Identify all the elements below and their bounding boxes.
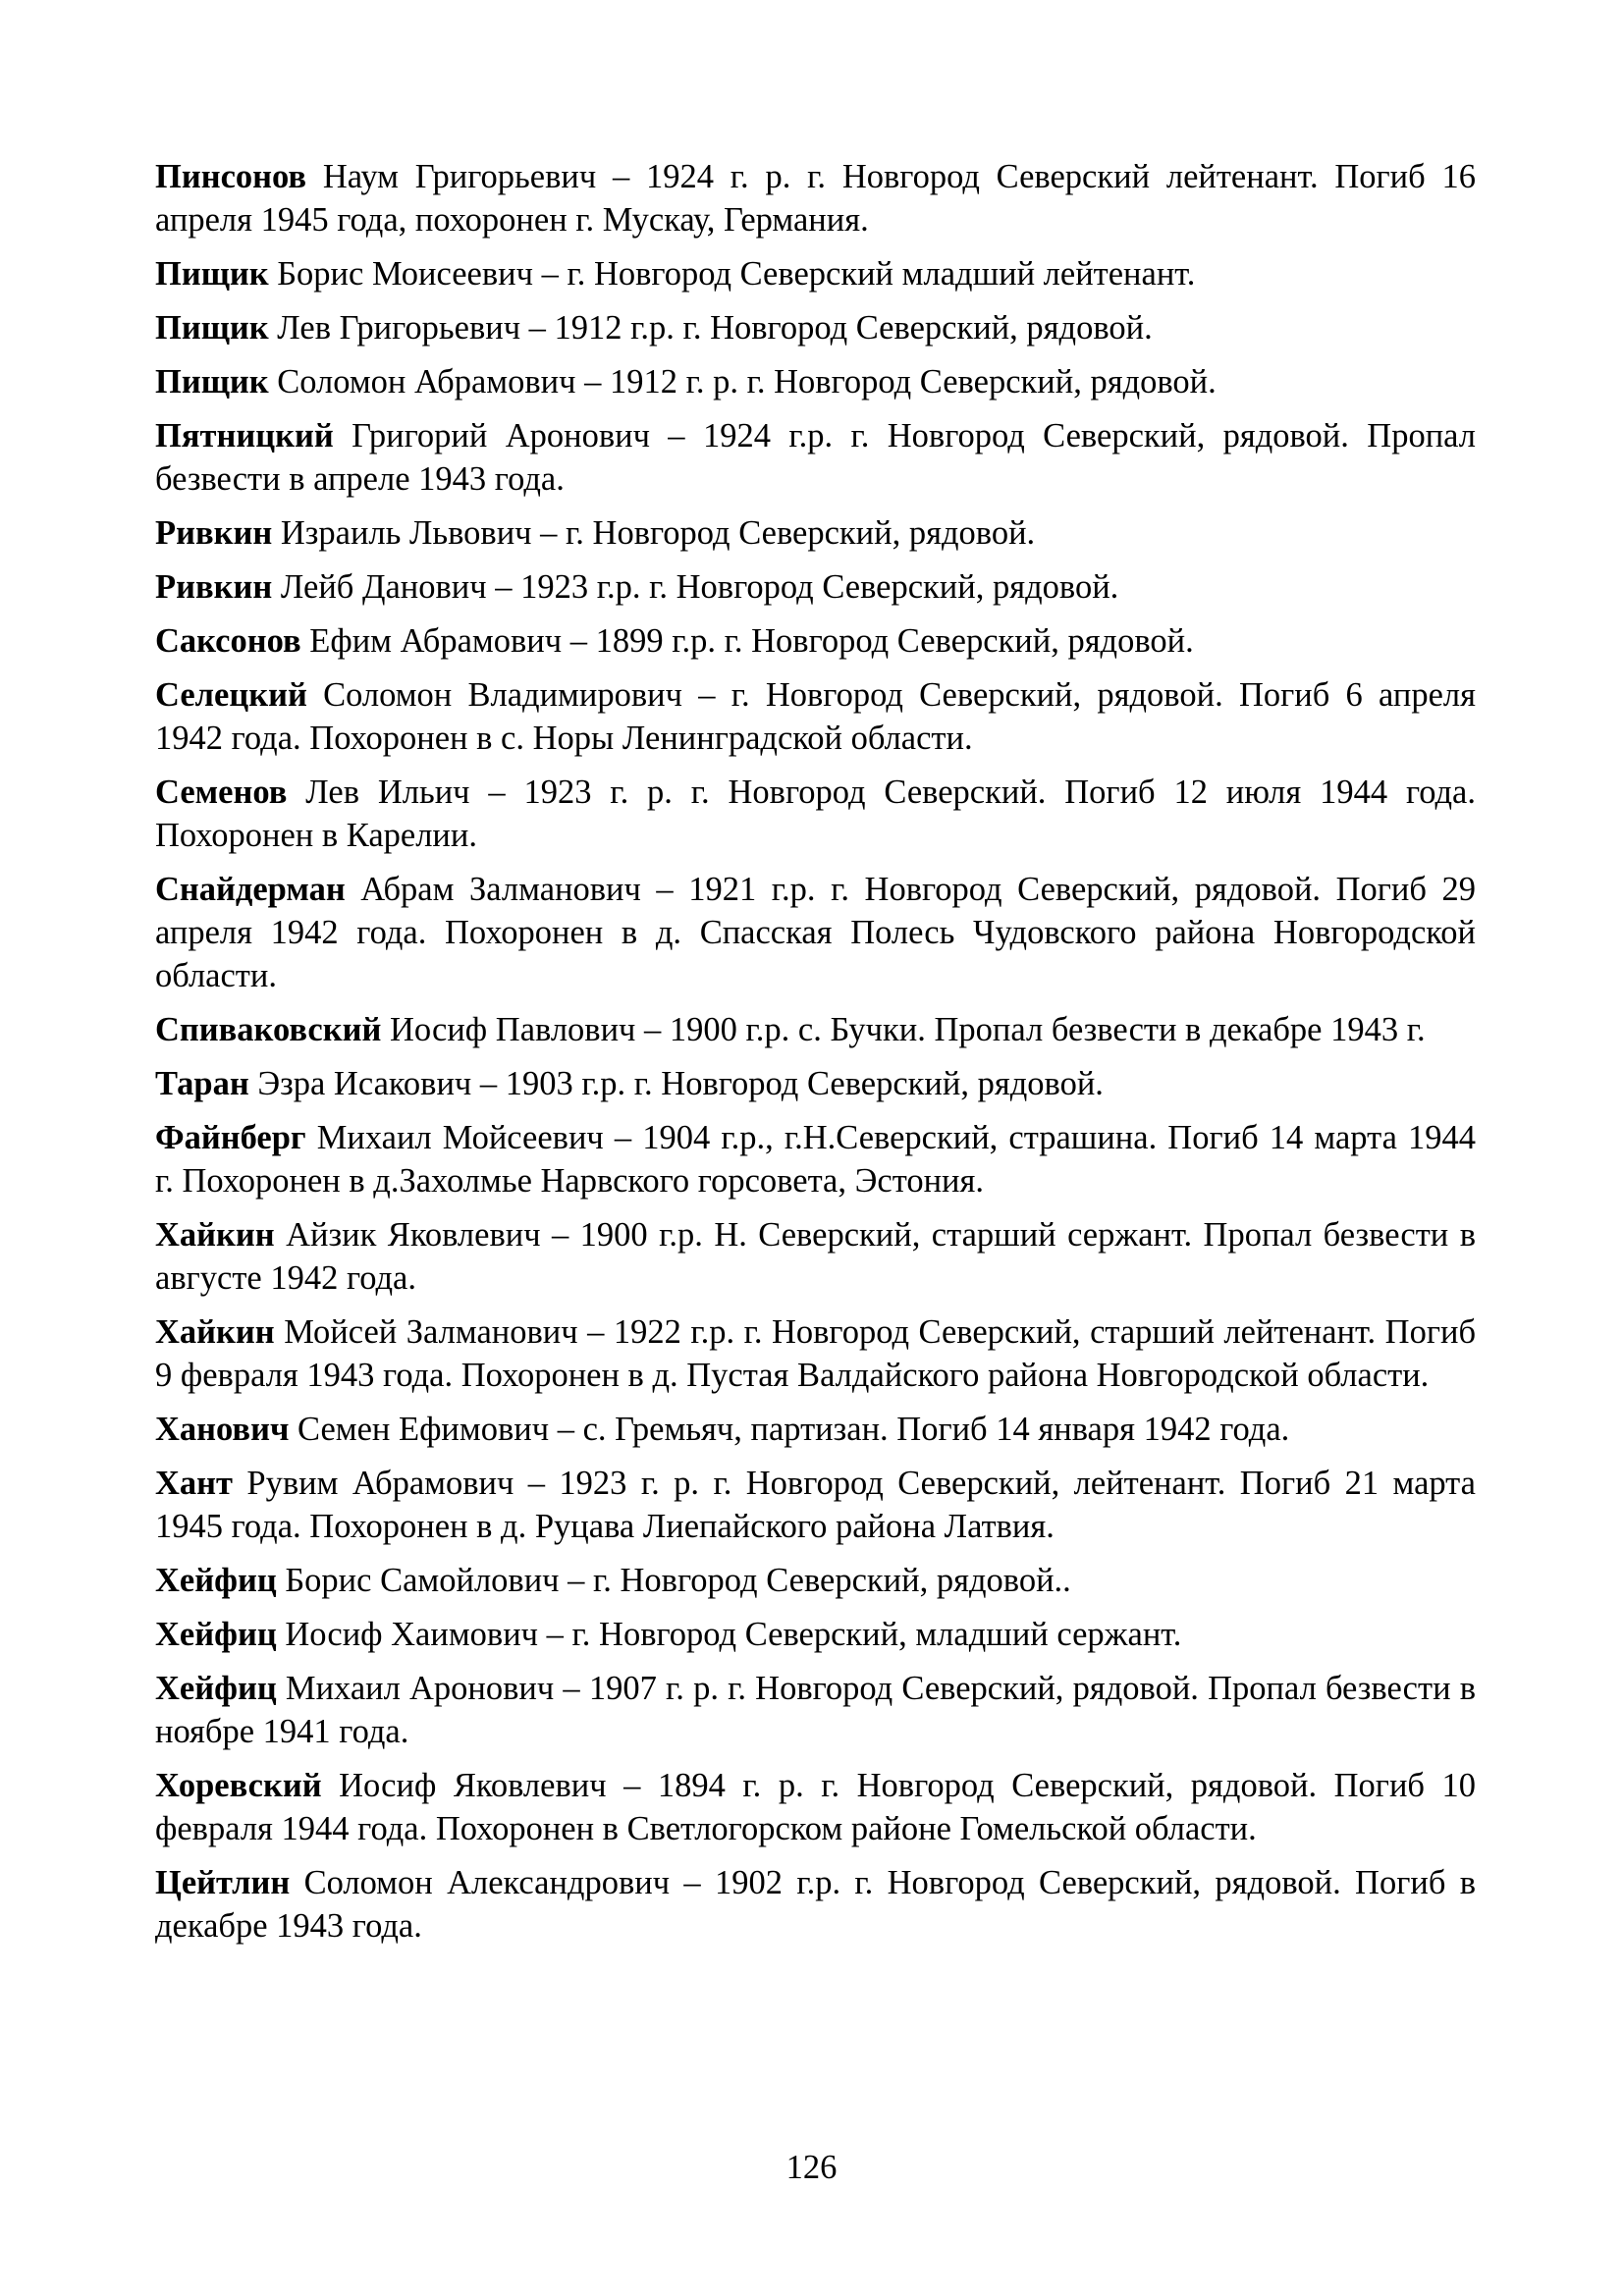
entry <box>155 1613 1476 1656</box>
entry-surname: Хейфиц <box>155 1562 277 1599</box>
entry-text: Рувим Абрамович – 1923 г. р. г. Новгород Северский, лейтенант. Погиб 21 марта 1945 года. Похоронен в д. Руцава Лиепайского района Латвия. <box>155 1465 1476 1545</box>
document-body <box>155 155 1476 1958</box>
entry-text: Лев Григорьевич – 1912 г.р. г. Новгород Северский, рядовой. <box>268 309 1153 347</box>
entry-surname: Пищик <box>155 309 269 347</box>
entry-text: Семен Ефимович – с. Гремьяч, партизан. Погиб 14 января 1942 года. <box>289 1411 1290 1448</box>
entry-surname: Семенов <box>155 774 288 811</box>
entry-text: Соломон Александрович – 1902 г.р. г. Новгород Северский, рядовой. Погиб в декабре 1943 года. <box>155 1864 1476 1945</box>
entry <box>155 1310 1476 1397</box>
entry-text: Иосиф Хаимович – г. Новгород Северский, младший сержант. <box>276 1616 1182 1653</box>
entry <box>155 1462 1476 1548</box>
entry-text: Лейб Данович – 1923 г.р. г. Новгород Северский, рядовой. <box>272 568 1119 606</box>
entry <box>155 414 1476 501</box>
entry-text: Израиль Львович – г. Новгород Северский, рядовой. <box>272 514 1036 552</box>
entry-surname: Спиваковский <box>155 1011 382 1048</box>
entry-surname: Файнберг <box>155 1119 306 1156</box>
entry-text: Борис Моисеевич – г. Новгород Северский младший лейтенант. <box>268 255 1196 293</box>
entry <box>155 619 1476 663</box>
page-number: 126 <box>785 2149 838 2186</box>
entry-text: Соломон Владимирович – г. Новгород Северский, рядовой. Погиб 6 апреля 1942 года. Похоронен в с. Норы Ленинградской области. <box>155 676 1476 757</box>
entry <box>155 1008 1476 1051</box>
entry-text: Иосиф Павлович – 1900 г.р. с. Бучки. Пропал безвести в декабре 1943 г. <box>381 1011 1426 1048</box>
entry-surname: Пищик <box>155 363 269 400</box>
entry-text: Борис Самойлович – г. Новгород Северский, рядовой.. <box>276 1562 1071 1599</box>
entry-text: Григорий Аронович – 1924 г.р. г. Новгород Северский, рядовой. Пропал безвести в апреле 1943 года. <box>155 417 1476 498</box>
entry-surname: Пятницкий <box>155 417 334 454</box>
entry-surname: Хайкин <box>155 1313 275 1351</box>
entry-surname: Ривкин <box>155 514 273 552</box>
entry <box>155 360 1476 403</box>
entry-text: Иосиф Яковлевич – 1894 г. р. г. Новгород Северский, рядовой. Погиб 10 февраля 1944 года. Похоронен в Светлогорском районе Гомельской области. <box>155 1767 1476 1847</box>
entry-surname: Ханович <box>155 1411 290 1448</box>
entry-text: Мойсей Залманович – 1922 г.р. г. Новгород Северский, старший лейтенант. Погиб 9 февраля 1943 года. Похоронен в д. Пустая Валдайского района Новгородской области. <box>155 1313 1476 1394</box>
entry <box>155 868 1476 997</box>
entry <box>155 1667 1476 1753</box>
entry-surname: Селецкий <box>155 676 307 714</box>
entry <box>155 1062 1476 1105</box>
entry <box>155 1559 1476 1602</box>
entry <box>155 1408 1476 1451</box>
entry-surname: Ривкин <box>155 568 273 606</box>
entry-surname: Хейфиц <box>155 1670 277 1707</box>
entry <box>155 771 1476 857</box>
entry-surname: Хайкин <box>155 1216 275 1254</box>
entry-text: Абрам Залманович – 1921 г.р. г. Новгород Северский, рядовой. Погиб 29 апреля 1942 года. Похоронен в д. Спасская Полесь Чудовского района Новгородской области. <box>155 871 1476 994</box>
entry-text: Лев Ильич – 1923 г. р. г. Новгород Северский. Погиб 12 июля 1944 года. Похоронен в Карелии. <box>155 774 1476 854</box>
entry <box>155 673 1476 760</box>
entry <box>155 1764 1476 1850</box>
entry-surname: Саксонов <box>155 622 301 660</box>
entry <box>155 252 1476 295</box>
entry <box>155 155 1476 241</box>
entry-surname: Хоревский <box>155 1767 322 1804</box>
entry-surname: Пищик <box>155 255 269 293</box>
entry <box>155 306 1476 349</box>
entry-surname: Таран <box>155 1065 249 1102</box>
entry-text: Михаил Мойсеевич – 1904 г.р., г.Н.Северский, страшина. Погиб 14 марта 1944 г. Похоронен в д.Захолмье Нарвского горсовета, Эстония. <box>155 1119 1476 1200</box>
entry-surname: Пинсонов <box>155 158 307 195</box>
entry <box>155 1861 1476 1948</box>
entry-text: Михаил Аронович – 1907 г. р. г. Новгород Северский, рядовой. Пропал безвести в ноябре 1941 года. <box>155 1670 1476 1750</box>
entry-surname: Хант <box>155 1465 233 1502</box>
entry <box>155 1213 1476 1300</box>
entry-text: Наум Григорьевич – 1924 г. р. г. Новгород Северский лейтенант. Погиб 16 апреля 1945 года, похоронен г. Мускау, Германия. <box>155 158 1476 239</box>
entry-text: Эзра Исакович – 1903 г.р. г. Новгород Северский, рядовой. <box>248 1065 1104 1102</box>
entry-surname: Снайдерман <box>155 871 346 908</box>
entry-surname: Хейфиц <box>155 1616 277 1653</box>
entry-text: Ефим Абрамович – 1899 г.р. г. Новгород Северский, рядовой. <box>300 622 1194 660</box>
entry-text: Айзик Яковлевич – 1900 г.р. Н. Северский, старший сержант. Пропал безвести в августе 1942 года. <box>155 1216 1476 1297</box>
entry <box>155 1116 1476 1202</box>
entry <box>155 511 1476 555</box>
entry-text: Соломон Абрамович – 1912 г. р. г. Новгород Северский, рядовой. <box>268 363 1217 400</box>
entry-surname: Цейтлин <box>155 1864 291 1901</box>
entry <box>155 565 1476 609</box>
